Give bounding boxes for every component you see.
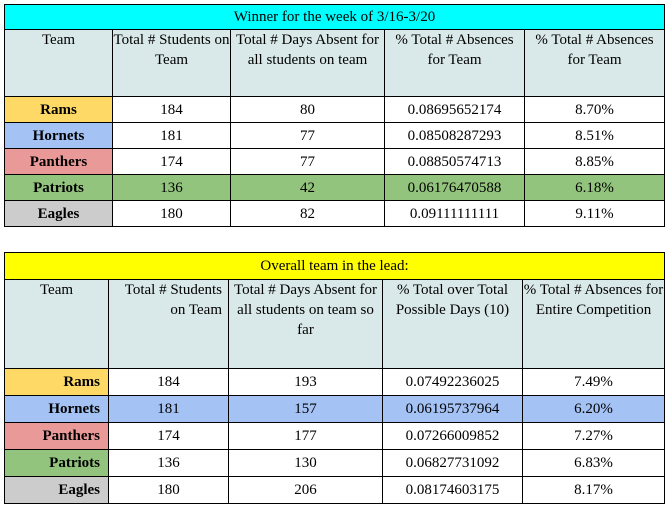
absent-cell: 177 — [229, 423, 383, 450]
percent-cell: 8.17% — [523, 477, 665, 504]
weekly-winner-table — [4, 4, 665, 227]
header-days-absent: Total # Days Absent for all students on team so far — [229, 280, 383, 369]
table-row — [5, 97, 665, 123]
students-cell: 136 — [113, 175, 231, 201]
overall-lead-table — [4, 252, 665, 504]
team-name-cell: Patriots — [5, 450, 109, 477]
absent-cell: 193 — [229, 369, 383, 396]
table-row — [5, 423, 665, 450]
absent-cell: 206 — [229, 477, 383, 504]
team-name-cell: Patriots — [5, 175, 113, 201]
ratio-cell: 0.06827731092 — [383, 450, 523, 477]
header-team: Team — [5, 30, 113, 97]
table-row — [5, 450, 665, 477]
absent-cell: 80 — [231, 97, 385, 123]
overall-title-row — [5, 253, 665, 280]
percent-cell: 7.27% — [523, 423, 665, 450]
ratio-cell: 0.07266009852 — [383, 423, 523, 450]
ratio-cell: 0.07492236025 — [383, 369, 523, 396]
table-row-highlighted — [5, 396, 665, 423]
team-name-cell: Panthers — [5, 423, 109, 450]
header-percent: % Total # Absences for Team — [525, 30, 665, 97]
table-row — [5, 477, 665, 504]
ratio-cell: 0.09111111111 — [385, 201, 525, 227]
weekly-header-row — [5, 30, 665, 97]
absent-cell: 42 — [231, 175, 385, 201]
percent-cell: 8.85% — [525, 149, 665, 175]
absent-cell: 82 — [231, 201, 385, 227]
students-cell: 136 — [109, 450, 229, 477]
team-name-cell: Rams — [5, 369, 109, 396]
students-cell: 184 — [109, 369, 229, 396]
absent-cell: 77 — [231, 123, 385, 149]
ratio-cell: 0.08508287293 — [385, 123, 525, 149]
percent-cell: 6.20% — [523, 396, 665, 423]
header-team: Team — [5, 280, 109, 369]
students-cell: 180 — [109, 477, 229, 504]
header-ratio: % Total # Absences for Team — [385, 30, 525, 97]
table-row — [5, 369, 665, 396]
ratio-cell: 0.08850574713 — [385, 149, 525, 175]
header-percent: % Total # Absences for Entire Competition — [523, 280, 665, 369]
percent-cell: 8.70% — [525, 97, 665, 123]
overall-header-row — [5, 280, 665, 369]
overall-title: Overall team in the lead: — [5, 253, 665, 280]
students-cell: 180 — [113, 201, 231, 227]
absent-cell: 77 — [231, 149, 385, 175]
students-cell: 181 — [109, 396, 229, 423]
team-name-cell: Rams — [5, 97, 113, 123]
table-row — [5, 123, 665, 149]
ratio-cell: 0.06195737964 — [383, 396, 523, 423]
percent-cell: 6.83% — [523, 450, 665, 477]
table-row-highlighted — [5, 175, 665, 201]
percent-cell: 9.11% — [525, 201, 665, 227]
header-students: Total # Students on Team — [109, 280, 229, 369]
absent-cell: 157 — [229, 396, 383, 423]
team-name-cell: Eagles — [5, 201, 113, 227]
team-name-cell: Hornets — [5, 396, 109, 423]
header-days-absent: Total # Days Absent for all students on team — [231, 30, 385, 97]
students-cell: 174 — [113, 149, 231, 175]
header-ratio: % Total over Total Possible Days (10) — [383, 280, 523, 369]
team-name-cell: Hornets — [5, 123, 113, 149]
team-name-cell: Panthers — [5, 149, 113, 175]
ratio-cell: 0.08174603175 — [383, 477, 523, 504]
students-cell: 174 — [109, 423, 229, 450]
percent-cell: 7.49% — [523, 369, 665, 396]
header-students: Total # Students on Team — [113, 30, 231, 97]
students-cell: 184 — [113, 97, 231, 123]
weekly-title: Winner for the week of 3/16-3/20 — [5, 5, 665, 30]
percent-cell: 6.18% — [525, 175, 665, 201]
students-cell: 181 — [113, 123, 231, 149]
weekly-title-row — [5, 5, 665, 30]
ratio-cell: 0.06176470588 — [385, 175, 525, 201]
ratio-cell: 0.08695652174 — [385, 97, 525, 123]
table-row — [5, 149, 665, 175]
absent-cell: 130 — [229, 450, 383, 477]
percent-cell: 8.51% — [525, 123, 665, 149]
table-row — [5, 201, 665, 227]
team-name-cell: Eagles — [5, 477, 109, 504]
